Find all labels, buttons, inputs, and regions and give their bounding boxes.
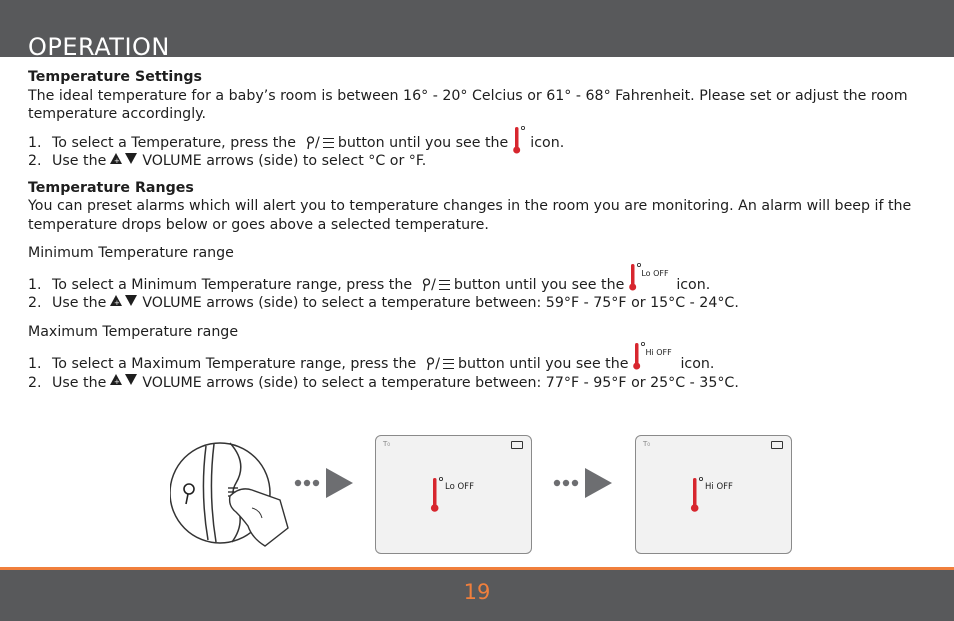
step-text: Use the <box>52 295 107 311</box>
volume-arrows-icon <box>110 373 138 393</box>
lo-off-label: Lo OFF <box>641 268 669 278</box>
step-text: Use the <box>52 153 107 169</box>
svg-text:+: + <box>114 156 121 165</box>
content <box>28 68 928 392</box>
thermometer-lo-icon <box>628 270 672 300</box>
select-menu-button-icon: / <box>306 134 334 153</box>
step-number: 1. <box>28 356 42 372</box>
thermometer-icon <box>429 476 443 514</box>
page-header <box>0 0 954 61</box>
step-text: button until you see the <box>458 356 629 372</box>
ranges-intro: You can preset alarms which will alert you to temperature changes in the room you are monitoring. An alarm will beep if the temperature drops below or goes above a selected temperature. <box>28 198 912 233</box>
hi-off-label: Hi OFF <box>705 482 733 492</box>
step-text: To select a Minimum Temperature range, press the <box>52 276 413 293</box>
step-text: icon. <box>530 134 565 151</box>
select-menu-button-icon: / <box>422 276 450 295</box>
monitor-screen-hi <box>635 435 792 554</box>
step-number: 2. <box>28 374 42 391</box>
list-item <box>28 152 928 171</box>
step-text: VOLUME arrows (side) to select a temperature between: 77°F - 95°F or 25°C - 35°C. <box>142 374 739 391</box>
min-range-title: Minimum Temperature range <box>28 245 234 261</box>
max-range-title: Maximum Temperature range <box>28 323 239 340</box>
step-text: To select a Maximum Temperature range, press the <box>52 356 417 372</box>
svg-text:+: + <box>114 298 121 307</box>
volume-arrows-icon <box>110 294 138 314</box>
page-footer <box>0 567 954 621</box>
step-number: 1. <box>28 276 42 293</box>
lo-off-label: Lo OFF <box>445 482 474 492</box>
select-menu-button-icon: / <box>426 355 454 374</box>
list-item <box>28 374 928 393</box>
page-title: OPERATION <box>28 33 170 61</box>
hi-off-label: Hi OFF <box>645 348 672 358</box>
step-number: 2. <box>28 153 42 169</box>
arrow-icon <box>552 466 614 504</box>
monitor-screen-lo <box>375 435 532 554</box>
list-item <box>28 294 928 313</box>
step-number: 1. <box>28 134 42 151</box>
ranges-heading: Temperature Ranges <box>28 179 194 196</box>
step-text: Use the <box>52 374 107 391</box>
svg-text:+: + <box>114 378 121 386</box>
battery-icon <box>771 441 783 449</box>
thermometer-icon <box>689 476 703 514</box>
step-text: icon. <box>680 356 715 372</box>
step-text: button until you see the <box>453 276 625 293</box>
settings-intro: The ideal temperature for a baby’s room is between 16° - 20° Celcius or 61° - 68° Fahrenheit. Please set or adjust the room temperature accordingly. <box>28 87 908 122</box>
step-number: 2. <box>28 295 42 311</box>
page-number: 19 <box>463 580 491 604</box>
arrow-icon <box>293 466 355 504</box>
step-text: icon. <box>676 276 711 293</box>
list-item <box>28 268 928 295</box>
screen-tag: T₀ <box>383 440 391 448</box>
thermometer-icon <box>512 125 526 161</box>
list-item <box>28 348 928 374</box>
step-text: To select a Temperature, press the <box>52 134 297 151</box>
screen-tag: T₀ <box>643 440 651 448</box>
step-text: VOLUME arrows (side) to select a temperature between: 59°F - 75°F or 15°C - 24°C. <box>142 295 739 311</box>
battery-icon <box>511 441 523 449</box>
volume-arrows-icon <box>110 152 138 172</box>
button-press-illustration <box>170 438 295 550</box>
step-text: button until you see the <box>337 134 509 151</box>
thermometer-hi-icon <box>632 349 676 379</box>
list-item <box>28 134 928 153</box>
settings-heading: Temperature Settings <box>28 69 202 85</box>
step-text: VOLUME arrows (side) to select °C or °F. <box>142 153 427 169</box>
